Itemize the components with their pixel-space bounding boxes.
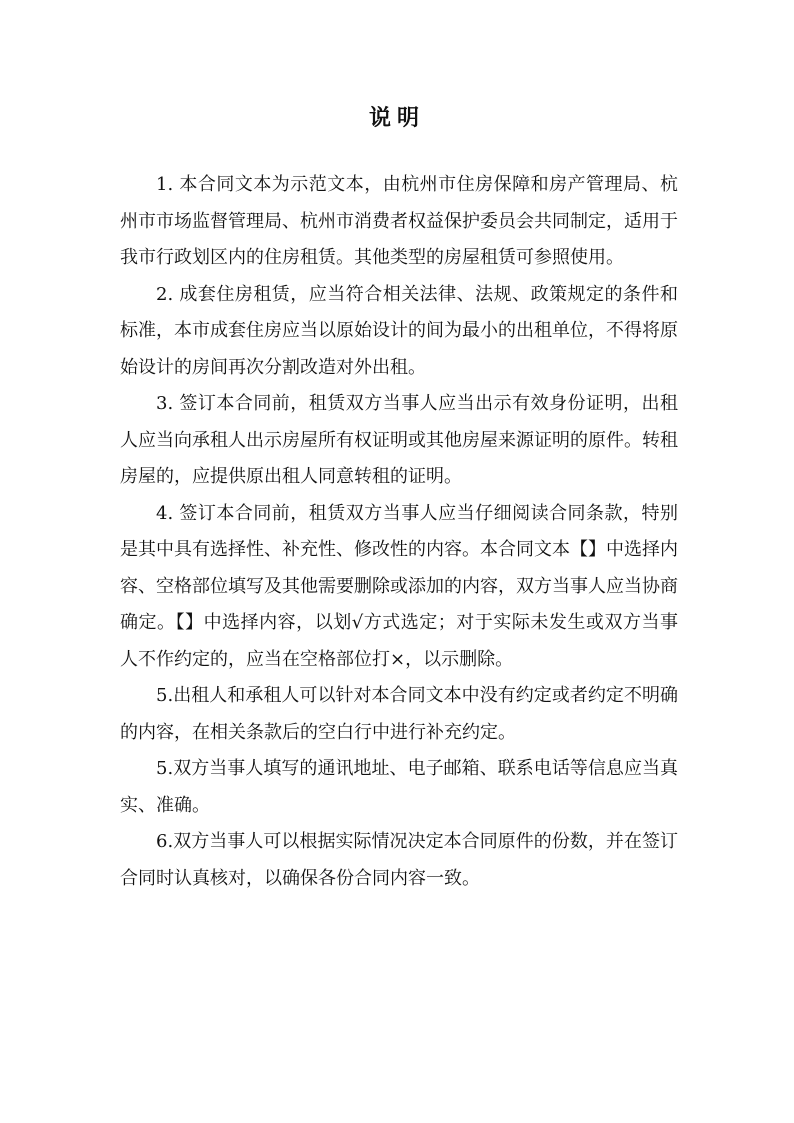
paragraph-3: 3. 签订本合同前，租赁双方当事人应当出示有效身份证明，出租人应当向承租人出示房屋所有权证明或其他房屋来源证明的原件。转租房屋的，应提供原出租人同意转租的证明。 [120, 393, 678, 487]
paragraph-5: 5.出租人和承租人可以针对本合同文本中没有约定或者约定不明确的内容，在相关条款后的空白行中进行补充约定。 [120, 685, 678, 743]
document-body [120, 167, 678, 897]
paragraph-4: 4. 签订本合同前，租赁双方当事人应当仔细阅读合同条款，特别是其中具有选择性、补充性、修改性的内容。本合同文本【】中选择内容、空格部位填写及其他需要删除或添加的内容，双方当事人应当协商确定。【】中选择内容，以划√方式选定；对于实际未发生或双方当事人不作约定的，应当在空格部位打×，以示删除。 [120, 502, 678, 670]
page-title: 说明 [368, 105, 425, 131]
paragraph-6: 5.双方当事人填写的通讯地址、电子邮箱、联系电话等信息应当真实、准确。 [120, 758, 678, 816]
paragraph-1: 1. 本合同文本为示范文本，由杭州市住房保障和房产管理局、杭州市市场监督管理局、杭州市消费者权益保护委员会共同制定，适用于我市行政划区内的住房租赁。其他类型的房屋租赁可参照使用。 [120, 174, 678, 268]
paragraph-7: 6.双方当事人可以根据实际情况决定本合同原件的份数，并在签订合同时认真核对，以确保各份合同内容一致。 [120, 831, 678, 889]
paragraph-2: 2. 成套住房租赁，应当符合相关法律、法规、政策规定的条件和标准，本市成套住房应当以原始设计的间为最小的出租单位，不得将原始设计的房间再次分割改造对外出租。 [120, 283, 678, 378]
